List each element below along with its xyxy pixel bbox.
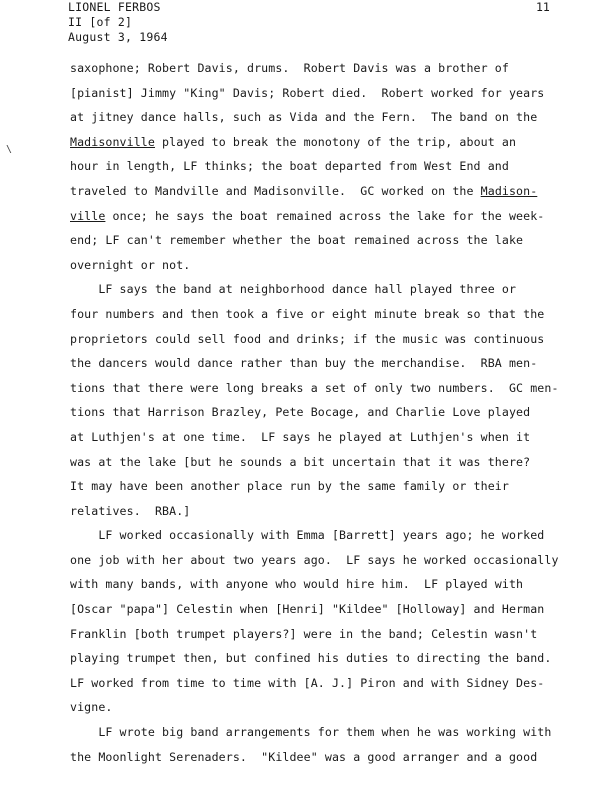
transcript-line (70, 81, 600, 106)
transcript-line (70, 351, 600, 376)
transcript-line (70, 671, 600, 696)
transcript-line (70, 597, 600, 622)
underlined-text: Madison- (480, 183, 538, 198)
line-text: [pianist] Jimmy "King" Davis; Robert died. Robert worked for years (70, 85, 545, 100)
line-text: once; he says the boat remained across the lake for the week- (105, 208, 545, 223)
interview-date: August 3, 1964 (68, 30, 168, 44)
transcript-line (70, 474, 600, 499)
transcript-line (70, 745, 600, 770)
line-text: LF says the band at neighborhood dance hall played three or (70, 282, 517, 297)
page-number: 11 (536, 0, 550, 14)
transcript-line (70, 376, 600, 401)
line-text: LF worked from time to time with [A. J.] Piron and with Sidney Des- (70, 675, 545, 690)
transcript-line (70, 523, 600, 548)
line-text: the dancers would dance rather than buy the merchandise. RBA men- (70, 356, 538, 371)
line-text: LF wrote big band arrangements for them when he was working with (70, 725, 552, 740)
line-text: saxophone; Robert Davis, drums. Robert Davis was a brother of (70, 61, 509, 75)
line-text: relatives. RBA.] (70, 503, 191, 518)
transcript-line (70, 56, 600, 81)
transcript-line (70, 450, 600, 475)
line-text: It may have been another place run by the same family or their (70, 479, 509, 494)
line-text: playing trumpet then, but confined his duties to directing the band. (70, 651, 552, 666)
line-text: Franklin [both trumpet players?] were in the band; Celestin wasn't (70, 626, 538, 641)
transcript-line (70, 302, 600, 327)
line-text: at jitney dance halls, such as Vida and the Fern. The band on the (70, 110, 538, 125)
line-text: vigne. (70, 700, 113, 715)
line-text: at Luthjen's at one time. LF says he played at Luthjen's when it (70, 429, 531, 444)
transcript-line (70, 646, 600, 671)
transcript-line (70, 253, 600, 278)
line-text: LF worked occasionally with Emma [Barrett] years ago; he worked (70, 528, 545, 543)
transcript-line (70, 154, 600, 179)
line-text: overnight or not. (70, 257, 191, 272)
transcript-line (70, 720, 600, 745)
line-text: one job with her about two years ago. LF says he worked occasionally (70, 552, 559, 567)
margin-mark: \ (6, 144, 13, 155)
underlined-text: ville (70, 208, 106, 223)
page-header (68, 0, 168, 45)
line-text: traveled to Mandville and Madisonville. GC worked on the (70, 183, 481, 198)
line-text: four numbers and then took a five or eight minute break so that the (70, 306, 545, 321)
transcript-line (70, 400, 600, 425)
transcript-line (70, 425, 600, 450)
transcript-line (70, 204, 600, 229)
transcript-line (70, 499, 600, 524)
transcript-line (70, 572, 600, 597)
line-text: with many bands, with anyone who would hire him. LF played with (70, 577, 524, 592)
transcript-body (70, 56, 600, 769)
line-text: end; LF can't remember whether the boat remained across the lake (70, 233, 524, 248)
transcript-line (70, 130, 600, 155)
transcript-line (70, 277, 600, 302)
line-text: was at the lake [but he sounds a bit uncertain that it was there? (70, 454, 531, 469)
underlined-text: Madisonville (70, 134, 155, 149)
transcript-line (70, 622, 600, 647)
transcript-line (70, 695, 600, 720)
line-text: the Moonlight Serenaders. "Kildee" was a good arranger and a good (70, 749, 538, 764)
line-text: tions that Harrison Brazley, Pete Bocage, and Charlie Love played (70, 405, 531, 420)
reel-number: II [of 2] (68, 15, 133, 29)
transcript-line (70, 179, 600, 204)
line-text: played to break the monotony of the trip, about an (154, 134, 517, 149)
line-text: proprietors could sell food and drinks; if the music was continuous (70, 331, 545, 346)
transcript-line (70, 548, 600, 573)
line-text: tions that there were long breaks a set of only two numbers. GC men- (70, 380, 559, 395)
line-text: [Oscar "papa"] Celestin when [Henri] "Kildee" [Holloway] and Herman (70, 602, 545, 617)
interviewee-name: LIONEL FERBOS (68, 0, 161, 14)
transcript-line (70, 105, 600, 130)
transcript-line (70, 327, 600, 352)
line-text: hour in length, LF thinks; the boat departed from West End and (70, 159, 509, 174)
transcript-line (70, 228, 600, 253)
